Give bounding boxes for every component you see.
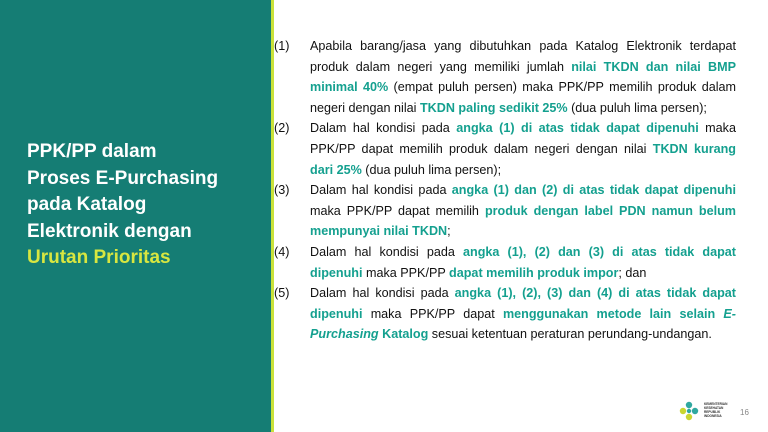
item-number: (3)	[274, 183, 290, 198]
item-number: (2)	[274, 121, 290, 136]
left-title-panel	[0, 0, 271, 432]
title-line: PPK/PP dalam	[27, 141, 157, 162]
item-text	[310, 283, 736, 345]
highlighted-text: angka (1) dan (2) di atas tidak dapat dipenuhi	[451, 183, 736, 198]
body-text: Dalam hal kondisi pada	[310, 183, 452, 198]
body-text: maka PPK/PP dapat memilih	[310, 203, 485, 218]
body-text: Apabila barang/jasa yang dibutuhkan pada Katalog Elektronik terdapat produk dalam negeri yang memiliki jumlah	[310, 39, 736, 74]
body-text: Dalam hal kondisi pada	[310, 244, 463, 259]
list-item	[274, 242, 736, 283]
highlighted-text: angka (1), (2) dan (3) di atas tidak dapat dipenuhi	[310, 244, 736, 280]
kemenkes-logo-icon	[676, 398, 702, 424]
page-number: 16	[740, 408, 749, 417]
body-text: (dua puluh lima persen);	[567, 100, 707, 115]
highlighted-text: TKDN paling sedikit 25%	[419, 100, 568, 115]
kemenkes-logo	[676, 398, 727, 424]
body-text: (empat puluh persen) maka PPK/PP memilih produk dalam negeri dengan nilai	[310, 80, 736, 115]
body-text: (dua puluh lima persen);	[361, 162, 502, 177]
logo-line: REPUBLIK	[704, 410, 721, 414]
item-text	[310, 36, 736, 118]
item-number: (4)	[274, 244, 290, 259]
highlighted-text: angka (1), (2), (3) dan (4) di atas tidak dapat dipenuhi	[310, 286, 736, 321]
item-number: (1)	[274, 39, 290, 53]
body-text: Dalam hal kondisi pada	[310, 121, 457, 136]
body-text: ;	[447, 224, 451, 239]
item-text	[310, 242, 736, 283]
logo-line: INDONESIA	[704, 413, 722, 418]
item-text	[310, 118, 736, 180]
title-line: Elektronik dengan	[27, 220, 192, 242]
highlighted-text: produk dengan label PDN namun belum mempunyai nilai TKDN	[310, 203, 736, 239]
body-text: ; dan	[618, 265, 647, 280]
item-text	[310, 180, 736, 242]
body-text: Dalam hal kondisi pada	[310, 286, 455, 301]
list-item	[274, 180, 736, 242]
body-text: maka PPK/PP dapat memilih produk dalam negeri dengan nilai	[310, 121, 736, 156]
list-item	[274, 283, 736, 345]
highlighted-text: dapat memilih produk impor	[449, 265, 619, 280]
highlighted-text: angka (1) di atas tidak dapat dipenuhi	[456, 121, 699, 136]
title-line: pada Katalog	[27, 194, 147, 215]
list-item	[274, 36, 736, 118]
title-highlight: Urutan Prioritas	[27, 247, 171, 268]
logo-line: KESEHATAN	[704, 406, 724, 411]
title-line: Proses E-Purchasing	[27, 167, 219, 189]
item-number: (5)	[274, 286, 290, 301]
slide-title	[27, 139, 267, 272]
body-text: maka PPK/PP dapat	[362, 306, 503, 321]
logo-text	[704, 403, 727, 419]
list-item	[274, 118, 736, 180]
logo-line: KEMENTERIAN	[704, 402, 728, 407]
highlighted-text: Katalog	[378, 327, 429, 342]
highlighted-text: menggunakan metode lain selain	[502, 306, 724, 321]
body-text: maka PPK/PP	[362, 265, 450, 280]
body-text: sesuai ketentuan peraturan perundang-undangan.	[428, 327, 712, 342]
highlighted-text: E-Purchasing	[310, 306, 736, 342]
priority-list	[274, 36, 736, 345]
highlighted-text: TKDN kurang dari 25%	[310, 141, 737, 177]
highlighted-text: nilai TKDN dan nilai BMP minimal 40%	[310, 59, 736, 95]
